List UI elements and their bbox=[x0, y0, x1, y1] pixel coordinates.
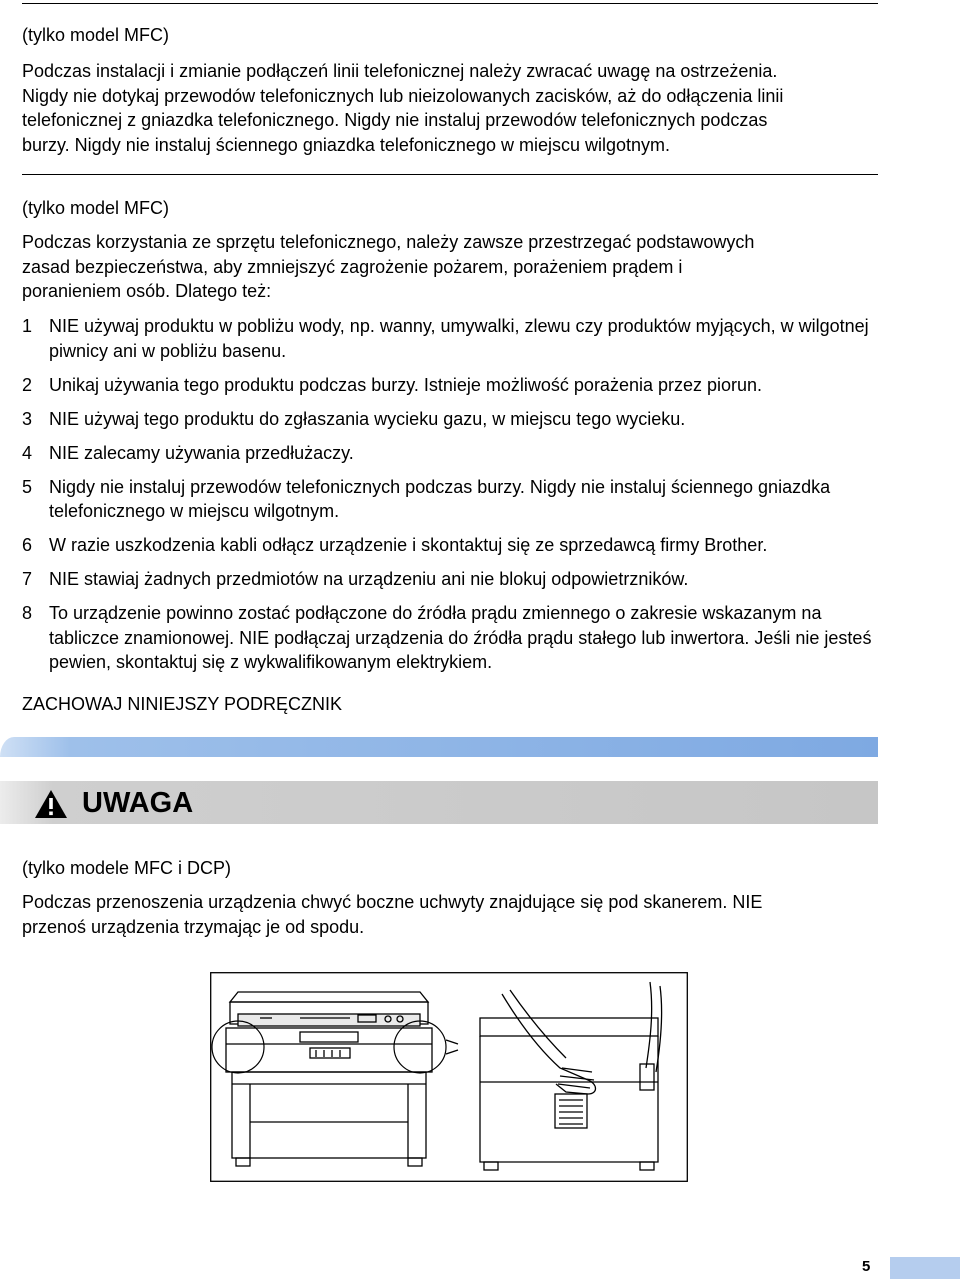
list-item bbox=[22, 314, 882, 363]
list-item-number: 5 bbox=[22, 476, 33, 497]
list-item-text: NIE używaj tego produktu do zgłaszania wycieku gazu, w miejscu tego wycieku. bbox=[49, 408, 686, 429]
section1-line: burzy. Nigdy nie instaluj ściennego gniazdka telefonicznego w miejscu wilgotnym. bbox=[22, 134, 670, 155]
caution-line: przenoś urządzenia trzymając je od spodu. bbox=[22, 916, 365, 937]
right-grip-callout bbox=[394, 1021, 446, 1073]
list-item bbox=[22, 475, 882, 524]
section2-intro-line: zasad bezpieczeństwa, aby zmniejszyć zagrożenie pożarem, porażeniem prądem i bbox=[22, 256, 683, 277]
list-item bbox=[22, 373, 882, 398]
section2-intro-line: Podczas korzystania ze sprzętu telefonicznego, należy zawsze przestrzegać podstawowych bbox=[22, 232, 755, 252]
caution-line: Podczas przenoszenia urządzenia chwyć boczne uchwyty znajdujące się pod skanerem. NIE bbox=[22, 892, 763, 912]
list-item-text: NIE stawiaj żadnych przedmiotów na urządzeniu ani nie blokuj odpowietrzników. bbox=[49, 569, 689, 589]
list-item-text: To urządzenie powinno zostać podłączone do źródła prądu zmiennego o zakresie wskazanym na tabliczce znamionowej. NIE podłączaj urządzenia do źródła prądu stałego lub inwertora. Jeśli nie jesteś pewien, skontaktuj się z wykwalifikowanym elektrykiem. bbox=[49, 603, 872, 672]
list-item-text: Nigdy nie instaluj przewodów telefonicznych podczas burzy. Nigdy nie instaluj ściennego gniazdka telefonicznego w miejscu wilgotnym. bbox=[49, 476, 831, 521]
list-item-number: 3 bbox=[22, 408, 33, 429]
machine-front-view bbox=[226, 992, 432, 1166]
list-item-text: Unikaj używania tego produktu podczas burzy. Istnieje możliwość porażenia przez piorun. bbox=[49, 374, 763, 395]
list-item-text: NIE zalecamy używania przedłużaczy. bbox=[49, 442, 354, 463]
caution-model-note: (tylko modele MFC i DCP) bbox=[22, 858, 232, 878]
caution-paragraph bbox=[22, 890, 878, 939]
list-item bbox=[22, 407, 882, 432]
list-item-number: 2 bbox=[22, 374, 33, 395]
caution-title: UWAGA bbox=[82, 787, 194, 819]
section-separator-bar bbox=[0, 737, 878, 757]
list-item bbox=[22, 567, 882, 592]
section1-line: Nigdy nie dotykaj przewodów telefonicznych lub nieizolowanych zacisków, aż do odłączenia linii bbox=[22, 85, 784, 106]
list-item bbox=[22, 601, 882, 675]
list-item-number: 8 bbox=[22, 603, 33, 623]
warning-triangle-icon bbox=[34, 789, 68, 819]
page-number: 5 bbox=[862, 1258, 871, 1275]
list-item-text: W razie uszkodzenia kabli odłącz urządzenie i skontaktuj się ze sprzedawcą firmy Brother. bbox=[49, 535, 768, 555]
section1-paragraph bbox=[22, 59, 878, 157]
page-tab bbox=[890, 1257, 960, 1279]
machine-lifting-illustration bbox=[210, 972, 688, 1182]
safety-list bbox=[22, 314, 882, 684]
section2-intro bbox=[22, 230, 878, 304]
list-item-number: 1 bbox=[22, 316, 33, 336]
left-grip-callout bbox=[212, 1021, 264, 1073]
section-divider bbox=[22, 174, 878, 175]
section2-model-note: (tylko model MFC) bbox=[22, 198, 170, 218]
list-item bbox=[22, 441, 882, 466]
hand-icon bbox=[502, 990, 596, 1094]
list-item-number: 7 bbox=[22, 569, 33, 589]
section2-intro-line: poranieniem osób. Dlatego też: bbox=[22, 281, 272, 301]
section1-line: telefonicznej z gniazdka telefonicznego. Nigdy nie instaluj przewodów telefonicznych podczas bbox=[22, 110, 768, 130]
list-item-number: 6 bbox=[22, 535, 33, 555]
list-item-number: 4 bbox=[22, 442, 33, 463]
top-rule bbox=[22, 3, 878, 4]
keep-manual-notice: ZACHOWAJ NINIEJSZY PODRĘCZNIK bbox=[22, 694, 343, 714]
list-item bbox=[22, 533, 882, 558]
section1-line: Podczas instalacji i zmianie podłączeń linii telefonicznej należy zwracać uwagę na ostrzeżenia. bbox=[22, 61, 778, 81]
section1-model-note: (tylko model MFC) bbox=[22, 25, 170, 45]
hand-icon bbox=[646, 982, 662, 1072]
list-item-text: NIE używaj produktu w pobliżu wody, np. wanny, umywalki, zlewu czy produktów myjących, w wilgotnej piwnicy ani w pobliżu basenu. bbox=[49, 316, 869, 361]
machine-side-view bbox=[480, 1018, 658, 1170]
